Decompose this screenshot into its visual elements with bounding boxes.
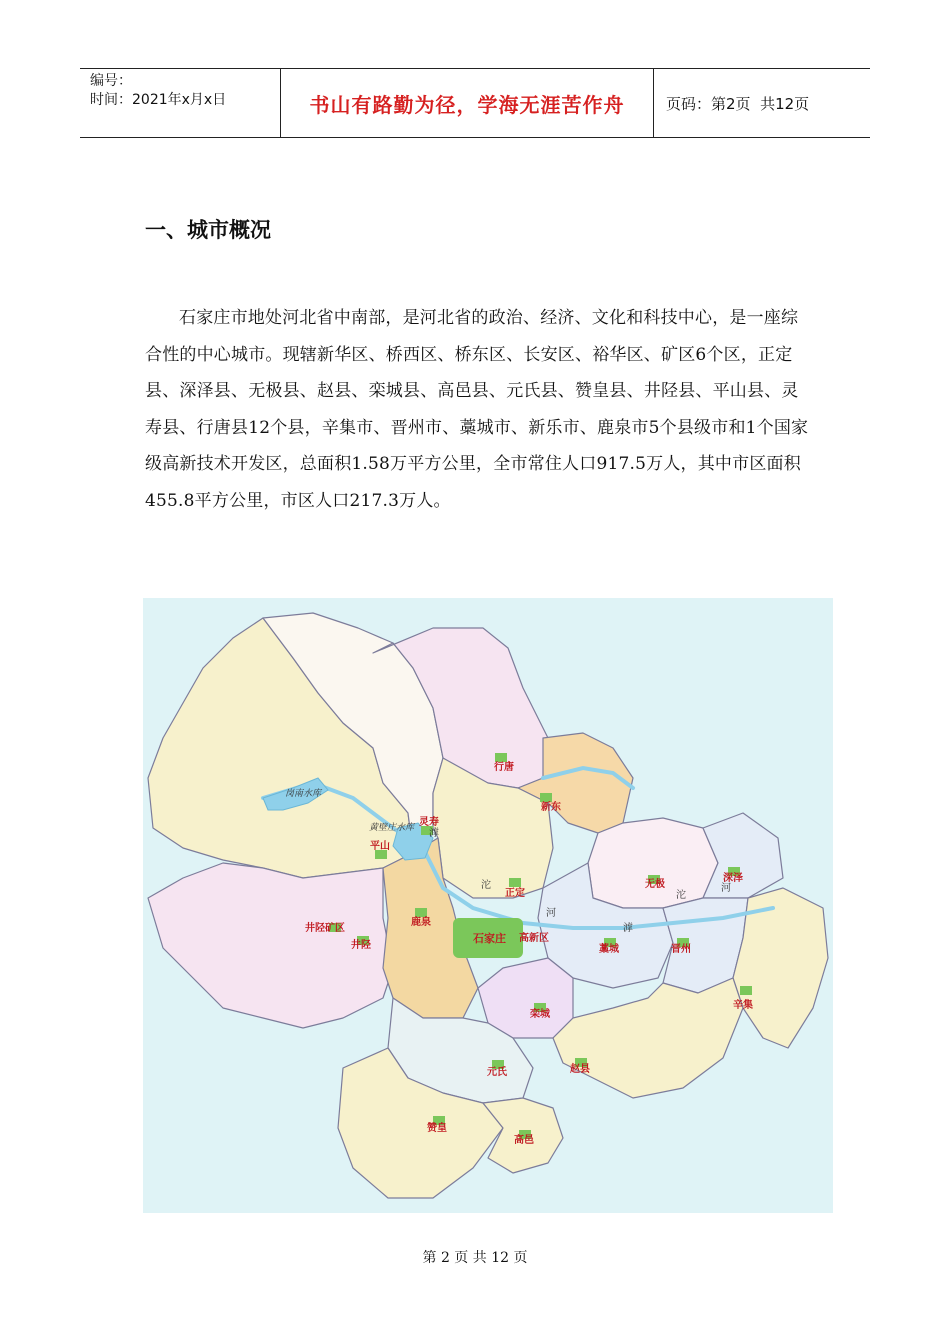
label-river-3: 滹 <box>623 923 633 934</box>
label-xinle: 新东 <box>541 802 561 813</box>
label-yuanshi: 元氏 <box>487 1067 507 1078</box>
page-footer: 第 2 页 共 12 页 <box>422 1250 528 1266</box>
marker-zhengding <box>509 878 521 887</box>
header-motto: 书山有路勤为径，学海无涯苦作舟 <box>280 69 654 137</box>
label-jinzhou: 晋州 <box>671 944 691 955</box>
label-river-6: 滹 <box>429 828 439 839</box>
section-title: 一、城市概况 <box>145 218 271 242</box>
district-map <box>143 598 833 1213</box>
label-river-4: 沱 <box>676 890 686 901</box>
marker-xinji <box>740 986 752 995</box>
marker-xinle <box>540 793 552 802</box>
marker-luquan <box>415 908 427 917</box>
document-header <box>80 68 870 138</box>
label-gangnan-reservoir: 岗南水库 <box>285 789 322 799</box>
label-zhaoxian: 赵县 <box>570 1064 590 1075</box>
label-xingtang: 行唐 <box>494 762 514 773</box>
district-map-svg <box>143 598 833 1213</box>
label-jingxing: 井陉 <box>351 940 371 951</box>
label-lingshou: 灵寿 <box>419 817 439 828</box>
header-page-info <box>654 69 870 137</box>
body-paragraph: 石家庄市地处河北省中南部，是河北省的政治、经济、文化和科技中心，是一座综合性的中心城市。现辖新华区、桥西区、桥东区、长安区、裕华区、矿区6个区，正定县、深泽县、无极县、赵县、栾城县、高邑县、元氏县、赞皇县、井陉县、平山县、灵寿县、行唐县12个县，辛集市、晋州市、藁城市、新乐市、鹿泉市5个县级市和1个国家级高新技术开发区，总面积1.58万平方公里，全市常住人口917.5万人，其中市区面积455.8平方公里，市区人口217.3万人。 <box>145 308 809 511</box>
label-pingshan: 平山 <box>370 841 390 852</box>
label-wuji: 无极 <box>645 879 665 890</box>
date-label: 时间：2021年x月x日 <box>90 92 227 108</box>
label-luancheng: 栾城 <box>530 1009 550 1020</box>
label-river-2: 河 <box>546 908 556 919</box>
region-wuji <box>588 818 718 908</box>
label-gaoyi: 高邑 <box>514 1135 534 1146</box>
header-meta <box>80 69 280 137</box>
label-river-1: 沱 <box>481 880 491 891</box>
label-xinji: 辛集 <box>733 1000 753 1011</box>
number-label: 编号： <box>90 73 132 89</box>
label-jingxingkuangqu: 井陉矿区 <box>305 923 345 934</box>
label-gaoxinqu: 高新区 <box>519 933 549 944</box>
label-shijiazhuang: 石家庄 <box>473 932 506 945</box>
label-gaocheng: 藁城 <box>599 944 619 955</box>
label-luquan: 鹿泉 <box>411 917 431 928</box>
label-river-5: 河 <box>721 883 731 894</box>
page-info-text: 页码：第2页 共12页 <box>666 94 810 113</box>
label-zanhuang: 赞皇 <box>427 1123 447 1134</box>
label-shenze: 深泽 <box>723 873 743 884</box>
label-zhengding: 正定 <box>505 888 525 899</box>
marker-xingtang <box>495 753 507 762</box>
label-huangbizhuang-reservoir: 黄壁庄水库 <box>369 823 415 833</box>
